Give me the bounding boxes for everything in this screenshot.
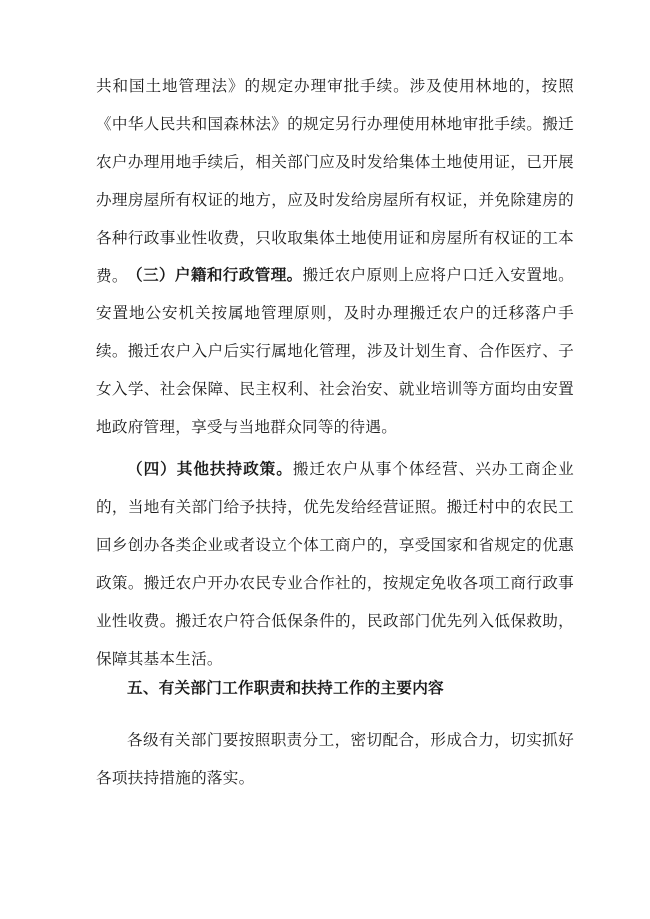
paragraph-body-other-support-policies: 搬迁农户从事个体经营、兴办工商企业的，当地有关部门给予扶持，优先发给经营证照。搬迁村中的农民工回乡创办各类企业或者设立个体工商户的，享受国家和省规定的优惠政策。搬迁农户开办农民专业合作社的，按规定免收各项工商行政事业性收费。搬迁农户符合低保条件的，民政部门优先列入低保救助，保障其基本生活。 [96,460,574,668]
paragraph-body-household-registration: 搬迁农户原则上应将户口迁入安置地。安置地公安机关按属地管理原则，及时办理搬迁农户的迁移落户手续。搬迁农户入户后实行属地化管理，涉及计划生育、合作医疗、子女入学、社会保障、民主权利、社会治安、就业培训等方面均由安置地政府管理，享受与当地群众同等的待遇。 [96,266,574,436]
paragraph-household-registration [96,256,574,446]
section-heading: 五、有关部门工作职责和扶持工作的主要内容 [127,679,444,697]
paragraph-lead-other-support-policies: （四）其他扶持政策。 [127,460,293,478]
paragraph-closing: 各级有关部门要按照职责分工，密切配合，形成合力，切实抓好各项扶持措施的落实。 [96,731,574,787]
paragraph-land-procedures: 共和国土地管理法》的规定办理审批手续。涉及使用林地的，按照《中华人民共和国森林法》的规定另行办理使用林地审批手续。搬迁农户办理用地手续后，相关部门应及时发给集体土地使用证，已开展办理房屋所有权证的地方，应及时发给房屋所有权证，并免除建房的各种行政事业性收费，只收取集体土地使用证和房屋所有权证的工本费。 [96,77,574,285]
paragraph-lead-household-registration: （三）户籍和行政管理。 [127,266,303,284]
paragraph-other-support-policies [96,450,574,678]
